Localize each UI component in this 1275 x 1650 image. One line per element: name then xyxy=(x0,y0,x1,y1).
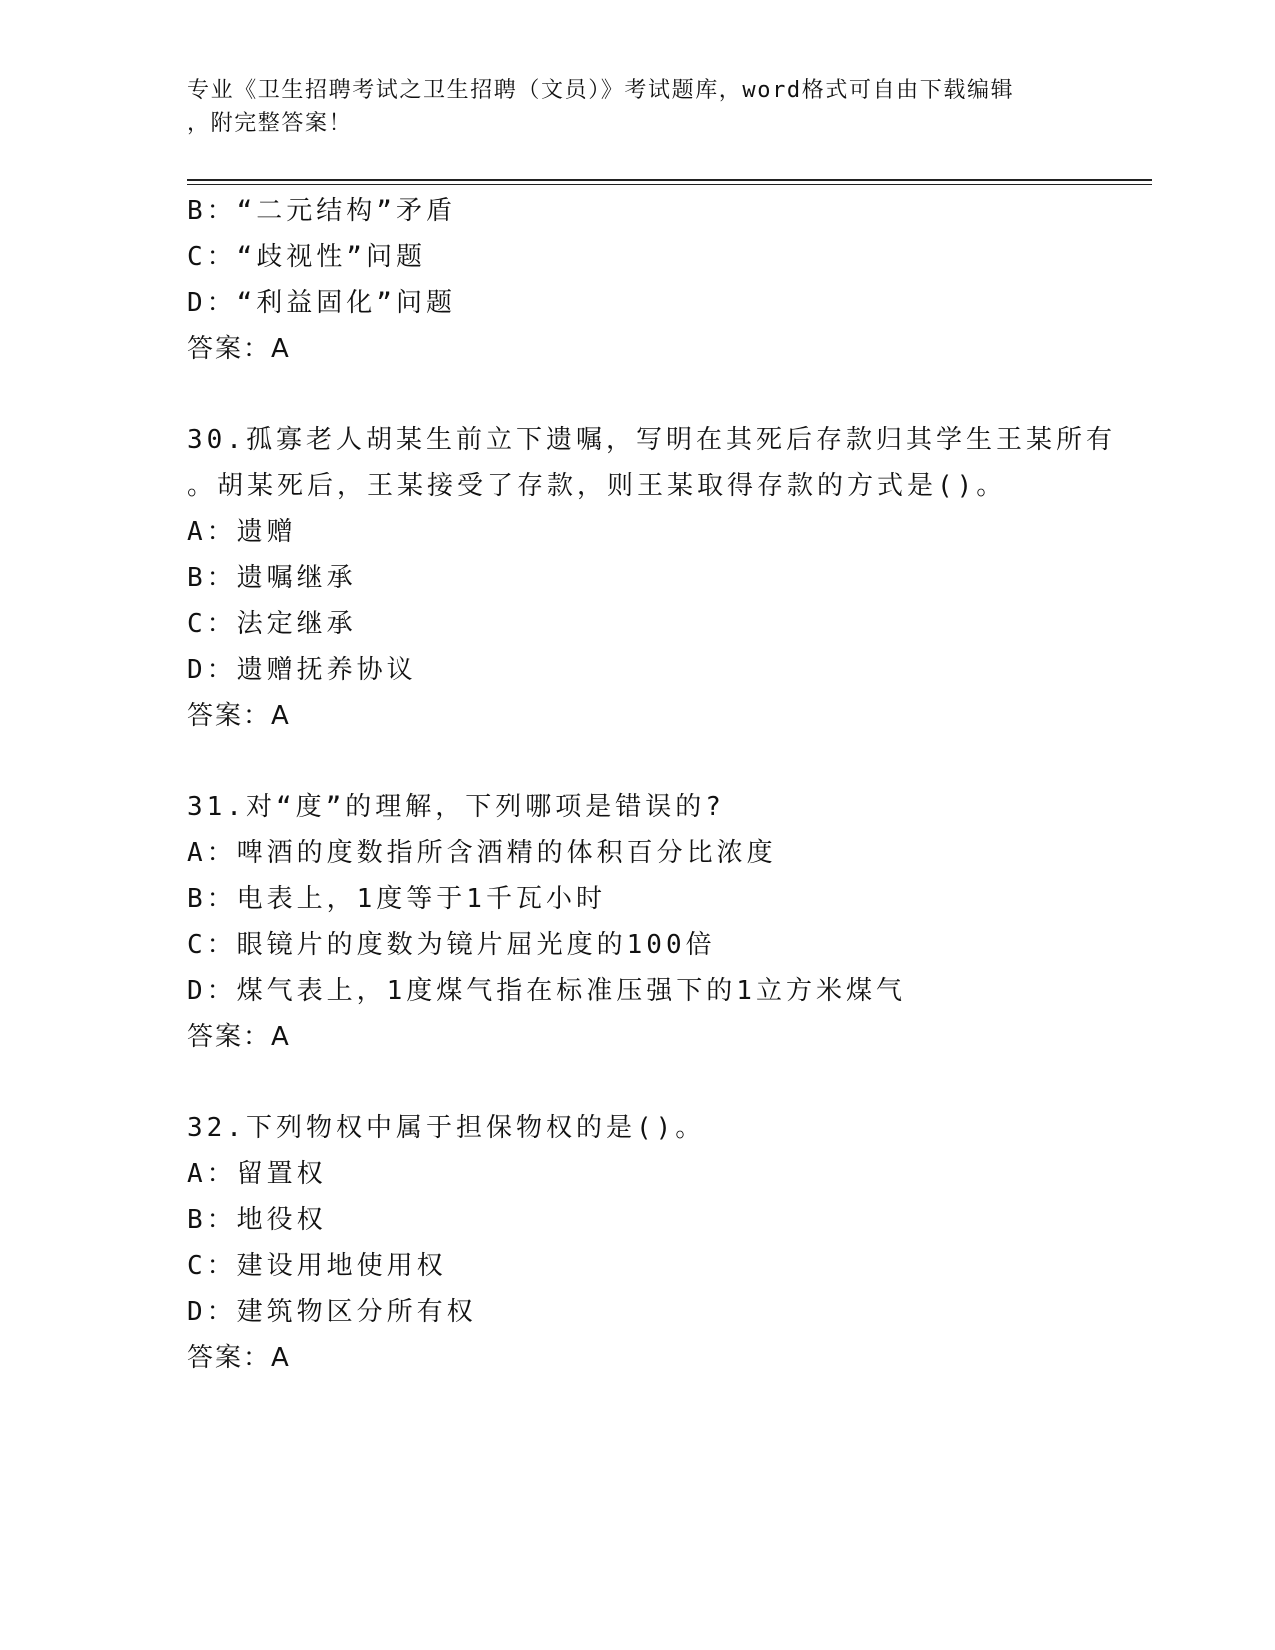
question-stem-line-1: 30.孤寡老人胡某生前立下遗嘱，写明在其死后存款归其学生王某所有 xyxy=(187,425,1116,455)
option-b: B：遗嘱继承 xyxy=(187,563,357,593)
document-header xyxy=(187,74,1067,140)
header-line-1: 专业《卫生招聘考试之卫生招聘（文员）》考试题库，word格式可自由下载编辑 xyxy=(187,78,1015,103)
header-divider-thin xyxy=(187,184,1152,185)
answer-line: 答案：A xyxy=(187,1343,291,1373)
option-c: C：眼镜片的度数为镜片屈光度的100倍 xyxy=(187,930,716,960)
question-stem: 31.对“度”的理解，下列哪项是错误的? xyxy=(187,792,725,822)
answer-line: 答案：A xyxy=(187,1022,291,1052)
question-stem: 32.下列物权中属于担保物权的是()。 xyxy=(187,1113,706,1143)
option-a: A：啤酒的度数指所含酒精的体积百分比浓度 xyxy=(187,838,777,868)
option-c: C：法定继承 xyxy=(187,609,357,639)
question-block-32 xyxy=(187,1105,1087,1381)
header-divider-thick xyxy=(187,179,1152,181)
question-block-30 xyxy=(187,417,1116,739)
option-a: A：遗赠 xyxy=(187,517,297,547)
answer-line: 答案：A xyxy=(187,334,291,364)
option-b: B：地役权 xyxy=(187,1205,327,1235)
header-line-2: ，附完整答案！ xyxy=(187,111,353,136)
question-stem-line-2: 。胡某死后，王某接受了存款，则王某取得存款的方式是()。 xyxy=(187,471,1007,501)
question-list xyxy=(187,188,1116,1381)
question-block-29 xyxy=(187,188,1087,372)
option-d: D：建筑物区分所有权 xyxy=(187,1297,477,1327)
option-b: B：“二元结构”矛盾 xyxy=(187,196,456,226)
option-a: A：留置权 xyxy=(187,1159,327,1189)
option-d: D：“利益固化”问题 xyxy=(187,288,456,318)
option-c: C：“歧视性”问题 xyxy=(187,242,426,272)
option-b: B：电表上，1度等于1千瓦小时 xyxy=(187,884,606,914)
answer-line: 答案：A xyxy=(187,701,291,731)
option-d: D：煤气表上，1度煤气指在标准压强下的1立方米煤气 xyxy=(187,976,906,1006)
option-c: C：建设用地使用权 xyxy=(187,1251,447,1281)
option-d: D：遗赠抚养协议 xyxy=(187,655,417,685)
question-block-31 xyxy=(187,784,1087,1060)
